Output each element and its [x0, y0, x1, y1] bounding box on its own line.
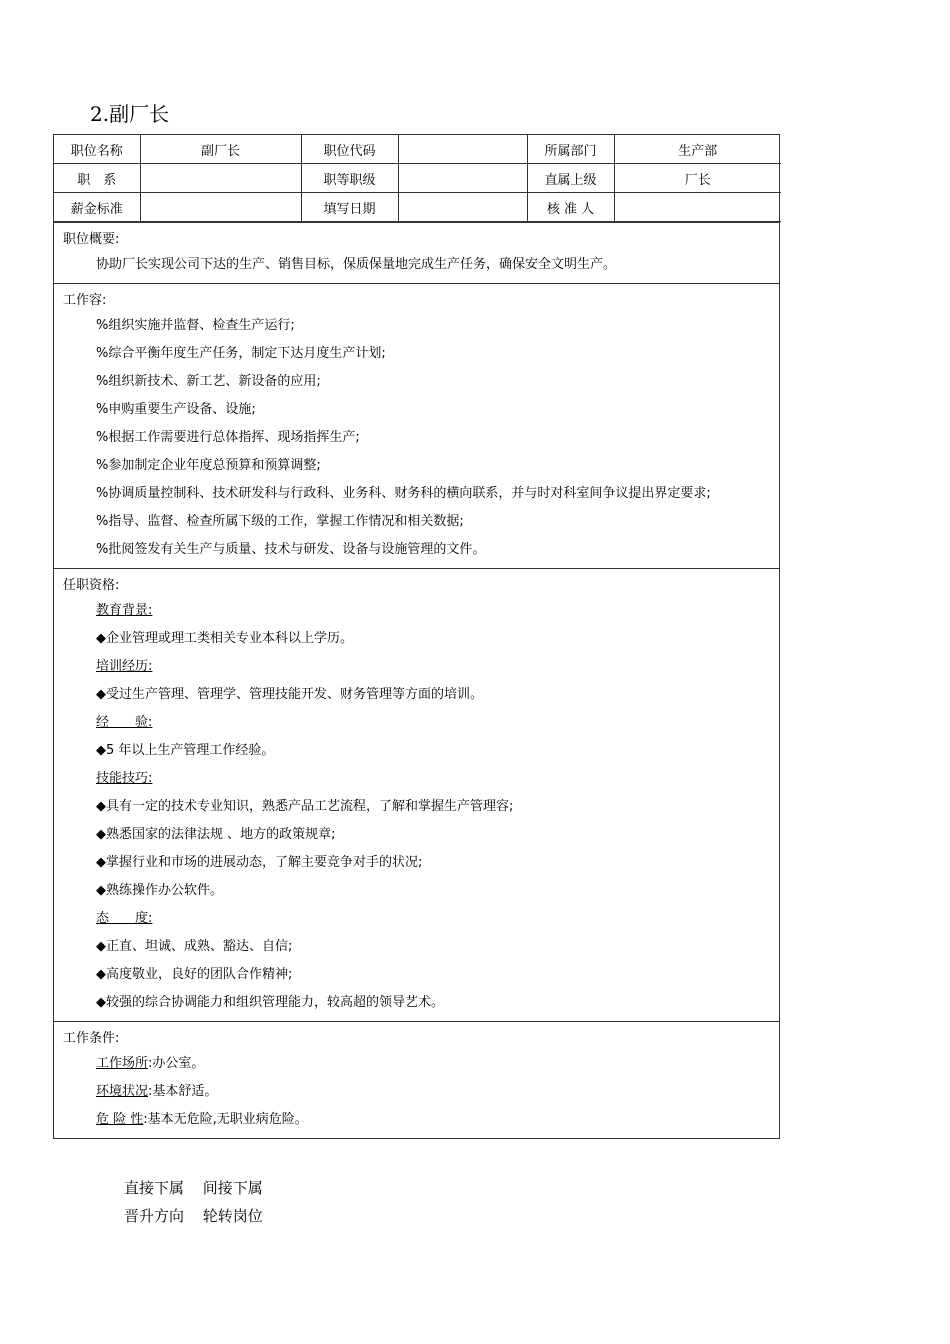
duty-item: %组织新技术、新工艺、新设备的应用; — [96, 374, 321, 389]
header-label-cell: 薪金标准 — [54, 193, 140, 222]
duty-item: %综合平衡年度生产任务，制定下达月度生产计划; — [96, 346, 386, 361]
duty-item: %批阅签发有关生产与质量、技术与研发、设备与设施管理的文件。 — [96, 542, 486, 557]
qualification-heading: 技能技巧: — [96, 771, 153, 786]
header-value-cell: 厂长 — [614, 164, 781, 193]
qualification-item: ◆企业管理或理工类相关专业本科以上学历。 — [96, 631, 353, 646]
condition-value: :办公室。 — [148, 1056, 205, 1071]
overview-section — [54, 222, 779, 283]
rotation-position-label: 轮转岗位 — [202, 1207, 263, 1225]
overview-text: 协助厂长实现公司下达的生产、销售目标，保质保量地完成生产任务，确保安全文明生产。 — [96, 257, 617, 272]
header-label-cell: 直属上级 — [527, 164, 614, 193]
header-value-cell — [398, 193, 527, 222]
condition-key: 危 险 性 — [96, 1112, 144, 1127]
condition-item — [63, 1106, 770, 1134]
duty-item: %协调质量控制科、技术研发科与行政科、业务科、财务科的横向联系，并与时对科室间争议提出界定要求; — [96, 486, 711, 501]
duties-section — [54, 283, 779, 568]
qualification-item: ◆较强的综合协调能力和组织管理能力，较高超的领导艺术。 — [96, 995, 444, 1010]
qualification-item: ◆熟悉国家的法律法规 、地方的政策规章; — [96, 827, 336, 842]
career-line — [124, 1205, 277, 1226]
header-label-cell: 核 准 人 — [527, 193, 614, 222]
qualification-item: ◆熟练操作办公软件。 — [96, 883, 223, 898]
header-label-cell: 所属部门 — [527, 135, 614, 164]
duty-item: %参加制定企业年度总预算和预算调整; — [96, 458, 321, 473]
header-label-cell: 填写日期 — [301, 193, 398, 222]
header-value-cell: 生产部 — [614, 135, 781, 164]
header-row — [54, 164, 781, 193]
header-value-cell — [398, 135, 527, 164]
qualification-heading: 教育背景: — [96, 603, 153, 618]
promotion-direction-label: 晋升方向 — [124, 1207, 185, 1225]
duty-item: %申购重要生产设备、设施; — [96, 402, 256, 417]
condition-value: :基本无危险,无职业病危险。 — [143, 1112, 308, 1127]
indirect-subordinates-label: 间接下属 — [202, 1179, 263, 1197]
qualification-item: ◆掌握行业和市场的进展动态，了解主要竞争对手的状况; — [96, 855, 423, 870]
condition-key: 环境状况 — [96, 1084, 149, 1099]
qualification-item: ◆高度敬业，良好的团队合作精神; — [96, 967, 293, 982]
duty-item: %根据工作需要进行总体指挥、现场指挥生产; — [96, 430, 360, 445]
header-table — [54, 135, 781, 222]
header-label-cell: 职位代码 — [301, 135, 398, 164]
header-value-cell — [140, 164, 301, 193]
page-title: 2.副厂长 — [90, 102, 170, 126]
qualification-item: ◆正直、坦诚、成熟、豁达、自信; — [96, 939, 293, 954]
header-value-cell — [398, 164, 527, 193]
qualification-item: ◆5 年以上生产管理工作经验。 — [96, 743, 275, 758]
section-label: 职位概要: — [63, 232, 120, 247]
condition-value: :基本舒适。 — [148, 1084, 218, 1099]
qualification-heading: 培训经历: — [96, 659, 153, 674]
section-label: 工作容: — [63, 293, 107, 308]
duty-item: %组织实施并监督、检查生产运行; — [96, 318, 295, 333]
condition-item — [63, 1050, 770, 1078]
direct-subordinates-label: 直接下属 — [124, 1179, 185, 1197]
condition-item — [63, 1078, 770, 1106]
header-row — [54, 193, 781, 222]
qualification-item: ◆具有一定的技术专业知识，熟悉产品工艺流程，了解和掌握生产管理容; — [96, 799, 514, 814]
section-label: 工作条件: — [63, 1031, 120, 1046]
qualification-heading: 经 验: — [96, 715, 153, 730]
job-description-sheet — [53, 134, 780, 1139]
header-row — [54, 135, 781, 164]
header-label-cell: 职 系 — [54, 164, 140, 193]
header-label-cell: 职等职级 — [301, 164, 398, 193]
duty-item: %指导、监督、检查所属下级的工作，掌握工作情况和相关数据; — [96, 514, 464, 529]
qualification-heading: 态 度: — [96, 911, 153, 926]
header-label-cell: 职位名称 — [54, 135, 140, 164]
qualifications-section — [54, 568, 779, 1021]
header-value-cell — [614, 193, 781, 222]
condition-key: 工作场所 — [96, 1056, 149, 1071]
header-value-cell — [140, 193, 301, 222]
conditions-section — [54, 1021, 779, 1138]
qualification-item: ◆受过生产管理、管理学、管理技能开发、财务管理等方面的培训。 — [96, 687, 483, 702]
section-label: 任职资格: — [63, 578, 120, 593]
subordinates-line — [124, 1177, 277, 1198]
header-value-cell: 副厂长 — [140, 135, 301, 164]
